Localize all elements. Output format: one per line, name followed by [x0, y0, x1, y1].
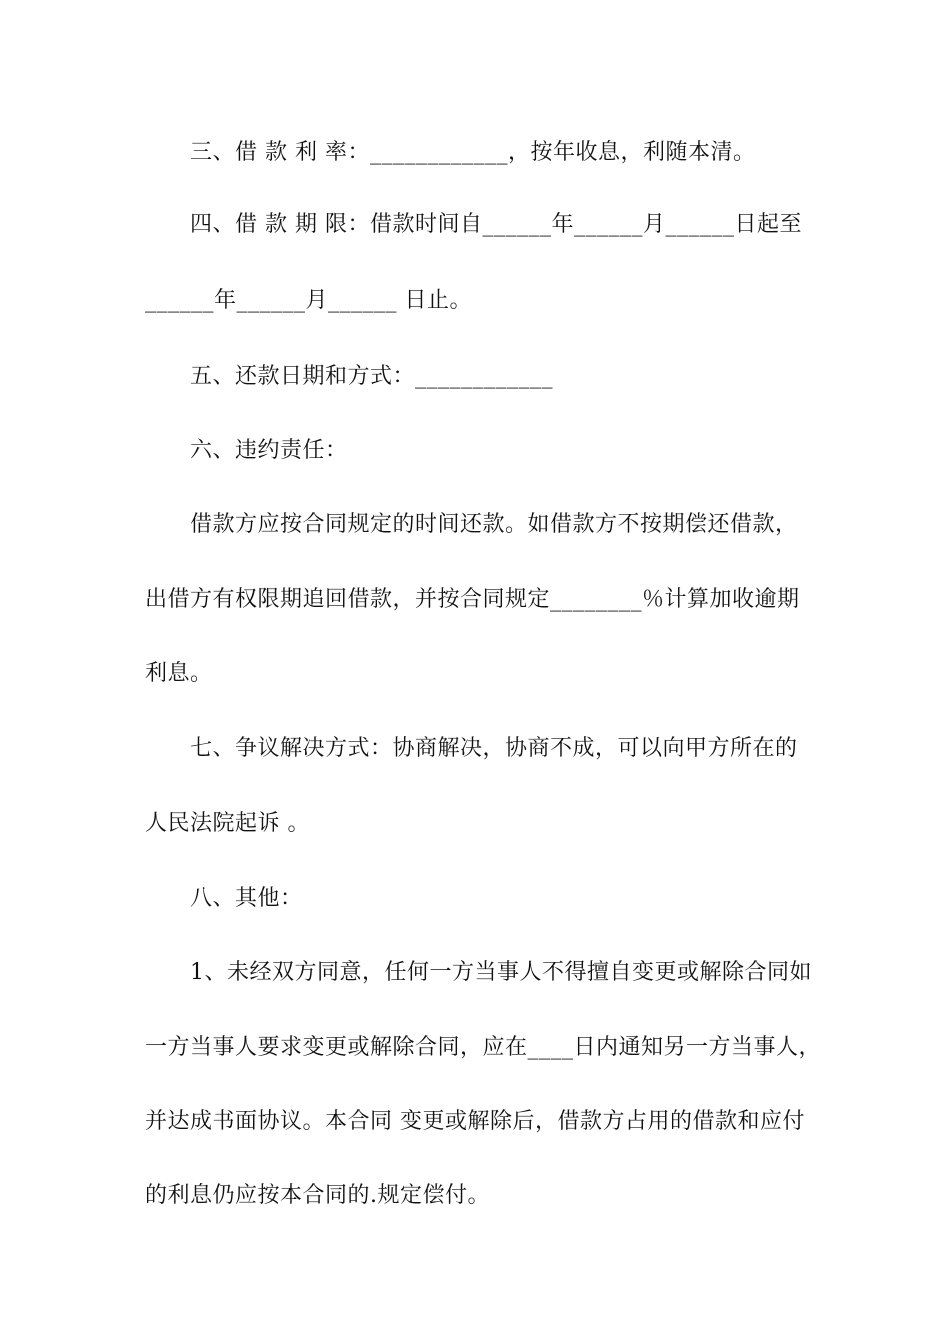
clause-8-item-1-line-1: 1、未经双方同意，任何一方当事人不得擅自变更或解除合同如: [190, 960, 812, 985]
clause-7-continued: 人民法院起诉 。: [145, 811, 310, 836]
clause-6-paragraph-line-2: 出借方有权限期追回借款，并按合同规定________％计算加收逾期: [145, 587, 800, 612]
clause-6-heading: 六、违约责任：: [190, 438, 348, 463]
clause-5-repayment: 五、还款日期和方式：____________: [190, 364, 554, 389]
clause-8-heading: 八、其他：: [190, 886, 303, 911]
clause-8-item-1-line-2: 一方当事人要求变更或解除合同，应在____日内通知另一方当事人，: [145, 1035, 822, 1060]
clause-4-loan-term-continued: ______年______月______ 日止。: [145, 288, 472, 313]
clause-8-item-1-line-3: 并达成书面协议。本合同 变更或解除后，借款方占用的借款和应付: [145, 1109, 805, 1134]
clause-7-dispute-resolution: 七、争议解决方式：协商解决，协商不成，可以向甲方所在的: [190, 736, 798, 761]
clause-3-interest-rate: 三、借 款 利 率：____________，按年收息，利随本清。: [190, 140, 756, 165]
clause-6-paragraph-line-1: 借款方应按合同规定的时间还款。如借款方不按期偿还借款，: [190, 512, 798, 537]
clause-4-loan-term: 四、借 款 期 限：借款时间自______年______月______日起至: [190, 212, 802, 237]
clause-8-item-1-line-4: 的利息仍应按本合同的.规定偿付。: [145, 1183, 490, 1208]
clause-6-paragraph-line-3: 利息。: [145, 661, 213, 686]
